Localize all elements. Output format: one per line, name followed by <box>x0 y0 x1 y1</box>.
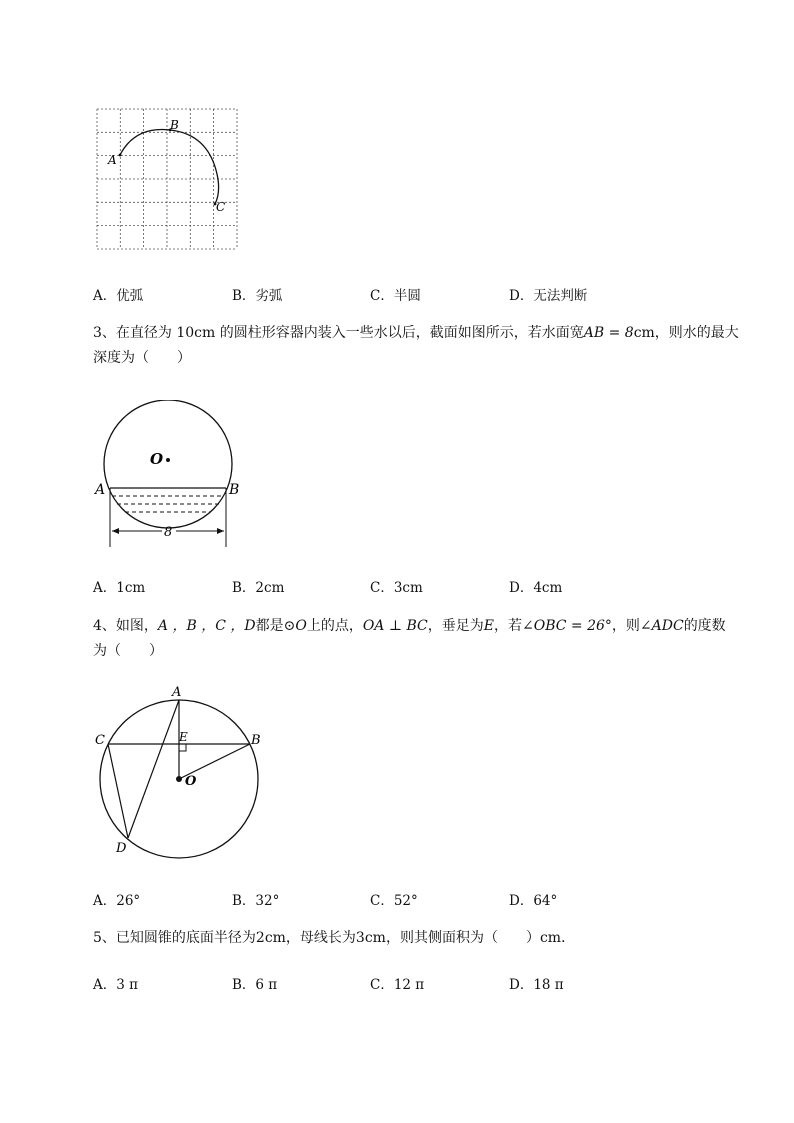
q4-option-c: C．52° <box>370 893 418 909</box>
q3-option-d: D．4cm <box>509 580 563 596</box>
q3-option-b: B．2cm <box>232 580 285 596</box>
q3-option-c: C．3cm <box>370 580 423 596</box>
center-o <box>166 458 170 462</box>
label-c: C <box>95 733 105 748</box>
label-o: O <box>150 450 164 468</box>
q4-option-a: A．26° <box>93 893 141 909</box>
arc-abc <box>120 130 219 204</box>
q3-circle-figure <box>90 400 250 552</box>
q5-stem: 5、已知圆锥的底面半径为2cm，母线长为3cm，则其侧面积为（ ）cm． <box>93 930 576 946</box>
q2-grid-figure <box>90 104 250 254</box>
q4-stem: 4、如图，A ，B ，C ，D都是⊙O上的点，OA ⊥ BC，垂足为E，若∠OBC = 26°，则∠ADC的度数 为（ ） <box>93 618 726 659</box>
label-b: B <box>229 482 240 498</box>
label-a: A <box>172 685 182 700</box>
q3-option-a: A．1cm <box>93 580 146 596</box>
q2-option-b: B．劣弧 <box>232 288 283 304</box>
q2-option-d: D．无法判断 <box>509 288 588 304</box>
q4-circle-figure <box>90 682 265 862</box>
q5-option-b: B．6 π <box>232 977 278 993</box>
q4-option-b: B．32° <box>232 893 280 909</box>
label-o: O <box>185 774 197 789</box>
label-c: C <box>216 200 226 214</box>
q2-option-c: C．半圆 <box>370 288 421 304</box>
label-width: 8 <box>164 525 173 540</box>
label-e: E <box>179 730 188 744</box>
q4-option-d: D．64° <box>509 893 558 909</box>
label-a: A <box>95 482 106 498</box>
q3-stem: 3、在直径为 10cm 的圆柱形容器内装入一些水以后，截面如图所示，若水面宽AB = 8cm，则水的最大 深度为（ ） <box>93 325 739 366</box>
label-b: B <box>251 733 261 748</box>
label-d: D <box>116 841 127 856</box>
q5-option-a: A．3 π <box>93 977 139 993</box>
label-a: A <box>108 153 117 167</box>
q5-option-d: D．18 π <box>509 977 564 993</box>
q5-option-c: C．12 π <box>370 977 425 993</box>
center-o <box>176 776 182 782</box>
label-b: B <box>170 118 179 132</box>
q2-option-a: A．优弧 <box>93 288 144 304</box>
